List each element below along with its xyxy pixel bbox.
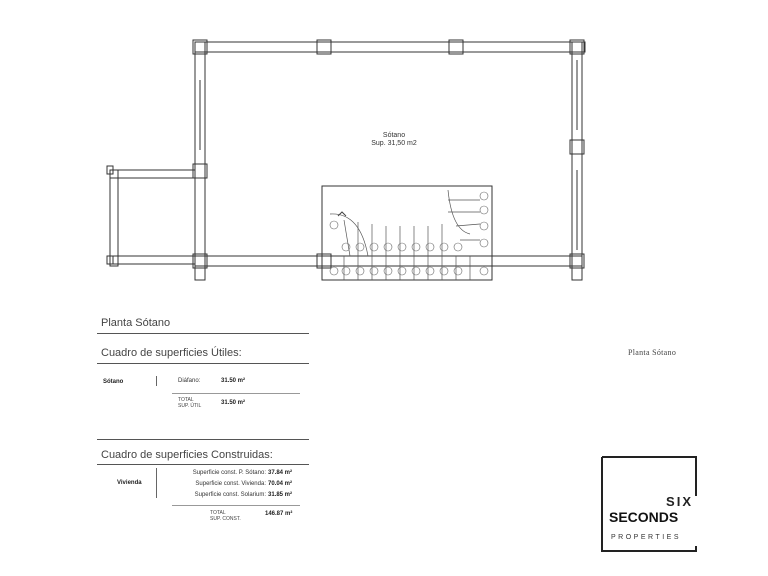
utiles-divider: [97, 363, 309, 364]
construidas-total-label-line1: TOTAL: [210, 510, 226, 516]
annex-wall-bottom: [110, 256, 195, 264]
utiles-total-label: [178, 397, 201, 409]
construidas-zone: Vivienda: [117, 480, 142, 486]
construidas-row-3-value: 31.85 m²: [268, 492, 293, 498]
room-name: Sótano: [382, 132, 406, 139]
wall-left: [195, 42, 205, 280]
utiles-zone: Sótano: [103, 379, 124, 385]
construidas-divider: [97, 464, 309, 465]
annex-wall-left: [110, 170, 118, 266]
utiles-total-value: 31.50 m²: [221, 400, 246, 406]
utiles-row-label: Diáfano:: [178, 378, 201, 384]
utiles-separator: [156, 376, 157, 386]
utiles-row-value: 31.50 m²: [221, 378, 246, 384]
wall-bottom: [195, 256, 582, 266]
construidas-row-1-label: Superficie const. P. Sótano:: [192, 470, 266, 476]
logo-six-text: SIX: [666, 494, 693, 509]
construidas-total-value: 146.87 m²: [265, 511, 293, 517]
construidas-row-2-label: Superficie const. Vivienda:: [195, 481, 266, 487]
utiles-total-divider: [172, 393, 300, 394]
construidas-row-1-value: 37.84 m²: [268, 470, 293, 476]
construidas-row-2-value: 70.04 m²: [268, 481, 293, 487]
construidas-total-label-line2: SUP. CONST.: [210, 516, 241, 522]
annex-wall-top: [110, 170, 195, 178]
utiles-title: Cuadro de superficies Útiles:: [101, 347, 242, 359]
utiles-total-label-line2: SUP. ÚTIL: [178, 403, 202, 409]
logo-seconds-text: SECONDS: [609, 509, 679, 525]
wall-top: [195, 42, 585, 52]
six-seconds-logo: [601, 456, 697, 552]
page-heading: Planta Sótano: [101, 317, 171, 329]
logo-properties-text: PROPERTIES: [611, 534, 681, 541]
side-label: Planta Sótano: [628, 348, 677, 357]
construidas-total-label: [210, 510, 241, 522]
utiles-total-label-line1: TOTAL: [178, 397, 194, 403]
construidas-top-divider: [97, 439, 309, 440]
heading-divider: [97, 333, 309, 334]
room-area: Sup. 31,50 m2: [371, 140, 417, 147]
construidas-title: Cuadro de superficies Construidas:: [101, 449, 273, 461]
construidas-total-divider: [172, 505, 300, 506]
construidas-separator: [156, 468, 157, 498]
construidas-row-3-label: Superficie const. Solarium:: [194, 492, 266, 498]
